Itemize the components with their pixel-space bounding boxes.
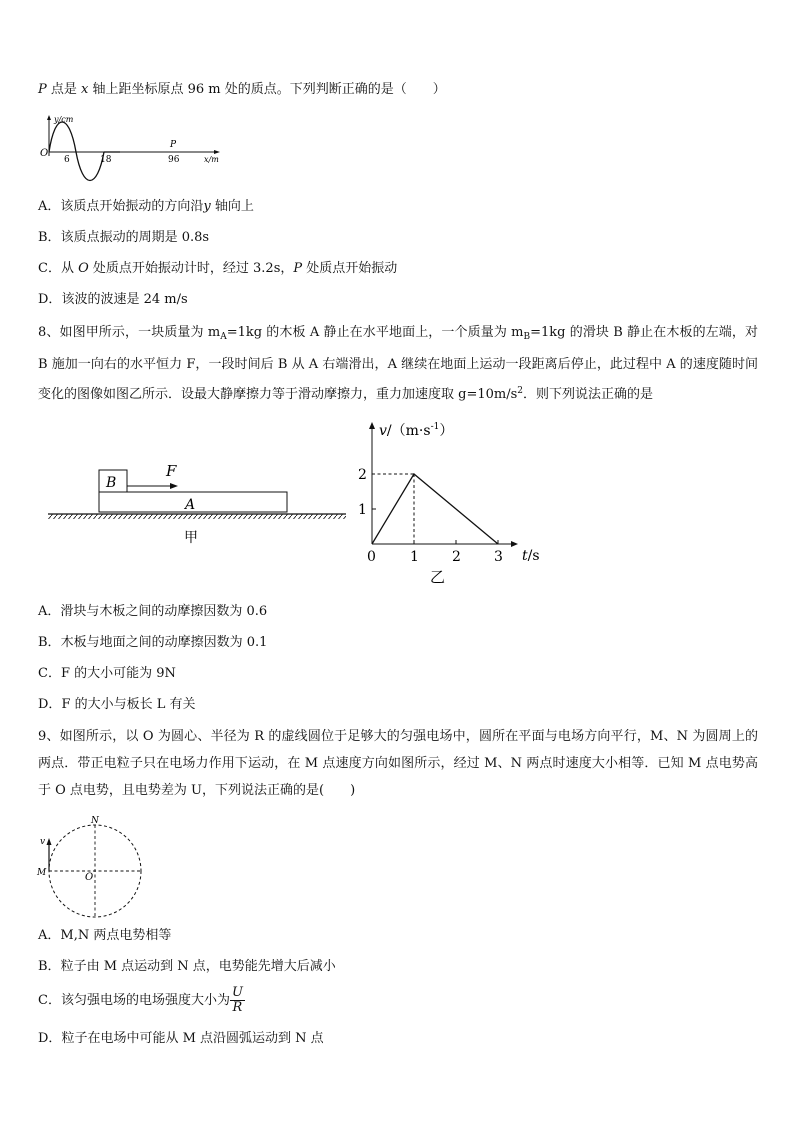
q9-option-b: B．粒子由 M 点运动到 N 点，电势能先增大后减小 [38, 959, 336, 974]
q8-stem: 8、如图甲所示，一块质量为 $m_A=1kg$ 的木板 A 静止在水平地面上，一个质量为 $m_B=1kg$ 的滑块 B 静止在木板的左端，对 B 施加一向右的水平恒力 F，一段时间后 B 从 A 右端滑出，A 继续在地面上运动一段距离后停止，此过程中 A 的速度随时间变化的图像如图乙所示．设最大静摩擦力等于滑动摩擦力，重力加速度取 $g=10m/s^2$．则下列说法正确的是 [38, 325, 758, 402]
q7-option-b: B．该质点振动的周期是 0.8s [38, 230, 210, 245]
q8-option-d: D．F 的大小与板长 L 有关 [38, 697, 196, 712]
q8-force-label: F [166, 462, 177, 480]
q7-wave-graph [38, 114, 228, 174]
q9-stem: 9、如图所示，以 O 为圆心、半径为 R 的虚线圆位于足够大的匀强电场中，圆所在平面与电场方向平行，M、N 为圆周上的两点．带正电粒子只在电场力作用下运动，在 M 点速度方向如图所示，经过 M、N 两点时速度大小相等．已知 M 点电势高于 O 点电势，且电势差为 U，下列说法正确的是( ) [38, 729, 759, 798]
vt-xtick-1: 1 [410, 549, 419, 565]
vt-xtick-3: 3 [494, 549, 503, 565]
q7-graph-tick-18: 18 [100, 155, 112, 165]
q8-chart-ylabel: $v/(m\cdot s^{-1})$ [379, 422, 454, 439]
q8-board-a-label: A [185, 497, 196, 513]
q9-fraction-u-over-r: $\frac{U}{R}$ [231, 985, 243, 1015]
q8-caption-jia: 甲 [184, 530, 198, 546]
vt-ytick-1: 1 [358, 502, 367, 518]
q7-graph-origin: O [40, 148, 49, 159]
q9-option-d: D．粒子在电场中可能从 M 点沿圆弧运动到 N 点 [38, 1031, 324, 1046]
q9-circle-figure [36, 814, 156, 924]
q7-graph-tick-96: 96 [168, 155, 180, 165]
q7-graph-tick-6: 6 [64, 155, 70, 165]
q7-option-c: C．从 O 处质点开始振动计时，经过 3.2s，P 处质点开始振动 [38, 261, 398, 276]
q9-label-v: v [40, 837, 46, 847]
q8-chart-xlabel: t/s [522, 548, 540, 564]
q7-stem-p: P [38, 82, 47, 97]
q7-graph-xlabel: x/m [204, 155, 219, 164]
vt-series-line [372, 474, 498, 544]
q8-option-b: B．木板与地面之间的动摩擦因数为 0.1 [38, 635, 268, 650]
q9-label-n: N [91, 816, 99, 826]
q8-option-a: A．滑块与木板之间的动摩擦因数为 0.6 [38, 604, 268, 619]
q9-label-m: M [37, 868, 47, 878]
q7-stem: P 点是 x 轴上距坐标原点 96 m 处的质点。下列判断正确的是（ ） [38, 82, 446, 97]
q8-caption-yi: 乙 [430, 568, 446, 586]
q8-block-b-label: B [106, 475, 117, 491]
q7-option-a: A．该质点开始振动的方向沿y 轴向上 [38, 199, 254, 214]
vt-xtick-0: 0 [367, 549, 376, 565]
q8-option-c: C．F 的大小可能为 9N [38, 666, 176, 681]
q8-vt-chart [352, 416, 552, 588]
q7-graph-point-p: P [170, 140, 177, 150]
vt-xtick-2: 2 [452, 549, 461, 565]
q9-option-a: A．M,N 两点电势相等 [38, 928, 172, 943]
q9-label-o: O [85, 872, 94, 883]
vt-ytick-2: 2 [358, 467, 367, 483]
q7-graph-ylabel: y/cm [54, 115, 74, 124]
q7-option-d: D．该波的波速是 24 m/s [38, 292, 188, 307]
q9-option-c: C．该匀强电场的电场强度大小为 $\frac{U}{R}$ [38, 985, 243, 1015]
q8-ground-hatch [48, 514, 346, 519]
q8-figure-jia [46, 462, 346, 546]
